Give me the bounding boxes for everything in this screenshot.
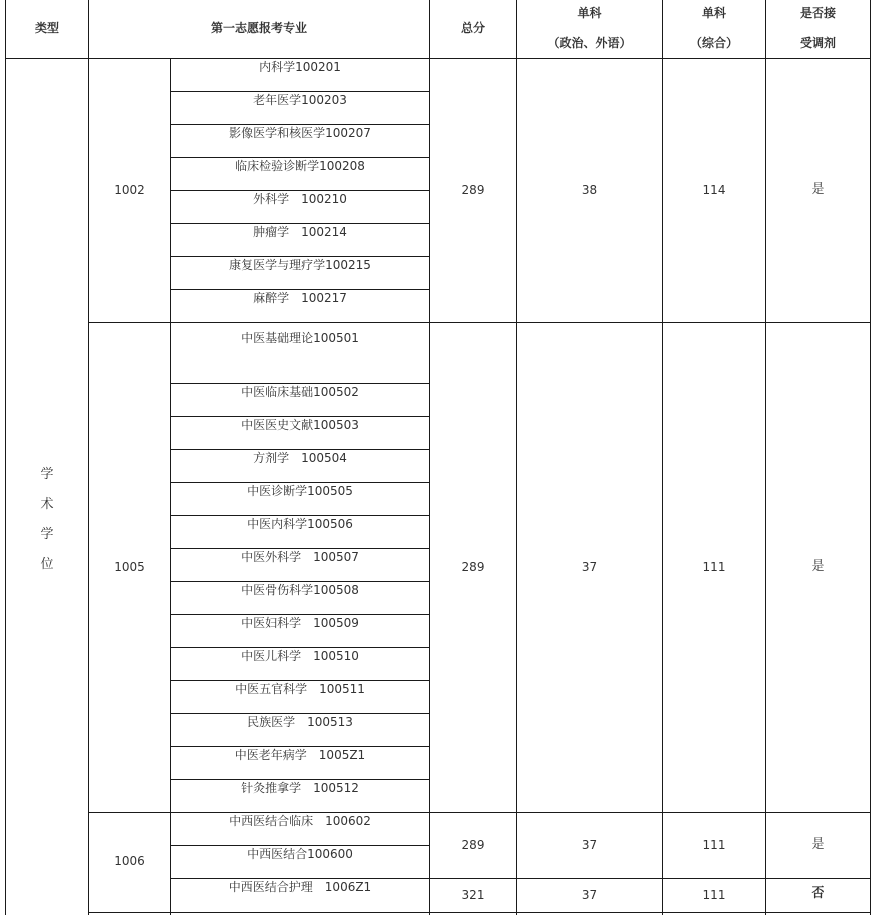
adjust-flag: 是 xyxy=(811,182,825,197)
single1-score: 37 xyxy=(581,888,598,902)
header-total: 总分 xyxy=(460,21,485,35)
major-cell: 外科学 100210 xyxy=(253,192,347,206)
major-cell: 针灸推拿学 100512 xyxy=(241,781,359,795)
single2-score: 111 xyxy=(702,560,726,574)
header-type: 类型 xyxy=(34,21,59,35)
category-char: 学 xyxy=(40,467,54,482)
total-score: 321 xyxy=(461,888,485,902)
major-cell: 中医内科学100506 xyxy=(247,517,353,531)
header-single2-line1: 单科 xyxy=(701,6,726,20)
major-cell: 康复医学与理疗学100215 xyxy=(229,258,371,272)
major-cell: 肿瘤学 100214 xyxy=(253,225,347,239)
single2-score: 111 xyxy=(702,888,726,902)
major-cell: 中医骨伤科学100508 xyxy=(241,583,359,597)
group-code: 1002 xyxy=(114,183,145,197)
total-score: 289 xyxy=(461,560,485,574)
single1-score: 37 xyxy=(581,838,598,852)
group-code: 1006 xyxy=(114,854,145,868)
single2-score: 111 xyxy=(702,838,726,852)
major-cell: 中医五官科学 100511 xyxy=(235,682,365,696)
category-char: 术 xyxy=(40,497,54,512)
major-cell: 临床检验诊断学100208 xyxy=(235,159,365,173)
group-code: 1005 xyxy=(114,560,145,574)
major-cell: 中医老年病学 1005Z1 xyxy=(234,748,366,762)
major-cell: 影像医学和核医学100207 xyxy=(229,126,371,140)
major-cell: 麻醉学 100217 xyxy=(253,291,347,305)
major-cell: 民族医学 100513 xyxy=(247,715,353,729)
major-cell: 中医临床基础100502 xyxy=(241,385,359,399)
category-char: 学 xyxy=(40,527,54,542)
header-single2-line2: （综合） xyxy=(689,36,738,50)
single2-score: 114 xyxy=(702,183,726,197)
single1-score: 37 xyxy=(581,560,598,574)
major-cell: 中医儿科学 100510 xyxy=(241,649,359,663)
header-single1-line1: 单科 xyxy=(577,6,602,20)
adjust-flag: 否 xyxy=(811,886,825,901)
total-score: 289 xyxy=(461,183,485,197)
header-single1-line2: （政治、外语） xyxy=(547,36,632,50)
major-cell: 中医医史文献100503 xyxy=(241,418,359,432)
header-adjust-line1: 是否接 xyxy=(799,6,836,20)
major-cell: 中医基础理论100501 xyxy=(241,331,359,345)
major-cell: 中西医结合100600 xyxy=(247,847,353,861)
major-cell: 中西医结合护理 1006Z1 xyxy=(228,880,372,894)
total-score: 289 xyxy=(461,838,485,852)
major-cell: 老年医学100203 xyxy=(253,93,347,107)
header-adjust-line2: 受调剂 xyxy=(799,36,836,50)
adjust-flag: 是 xyxy=(811,559,825,574)
major-cell: 中医妇科学 100509 xyxy=(241,616,359,630)
single1-score: 38 xyxy=(581,183,598,197)
adjust-flag: 是 xyxy=(811,837,825,852)
category-char: 位 xyxy=(40,557,54,572)
major-cell: 内科学100201 xyxy=(259,60,341,74)
major-cell: 中医外科学 100507 xyxy=(241,550,359,564)
header-major: 第一志愿报考专业 xyxy=(210,21,307,35)
major-cell: 方剂学 100504 xyxy=(253,451,347,465)
major-cell: 中西医结合临床 100602 xyxy=(229,814,371,828)
major-cell: 中医诊断学100505 xyxy=(247,484,353,498)
